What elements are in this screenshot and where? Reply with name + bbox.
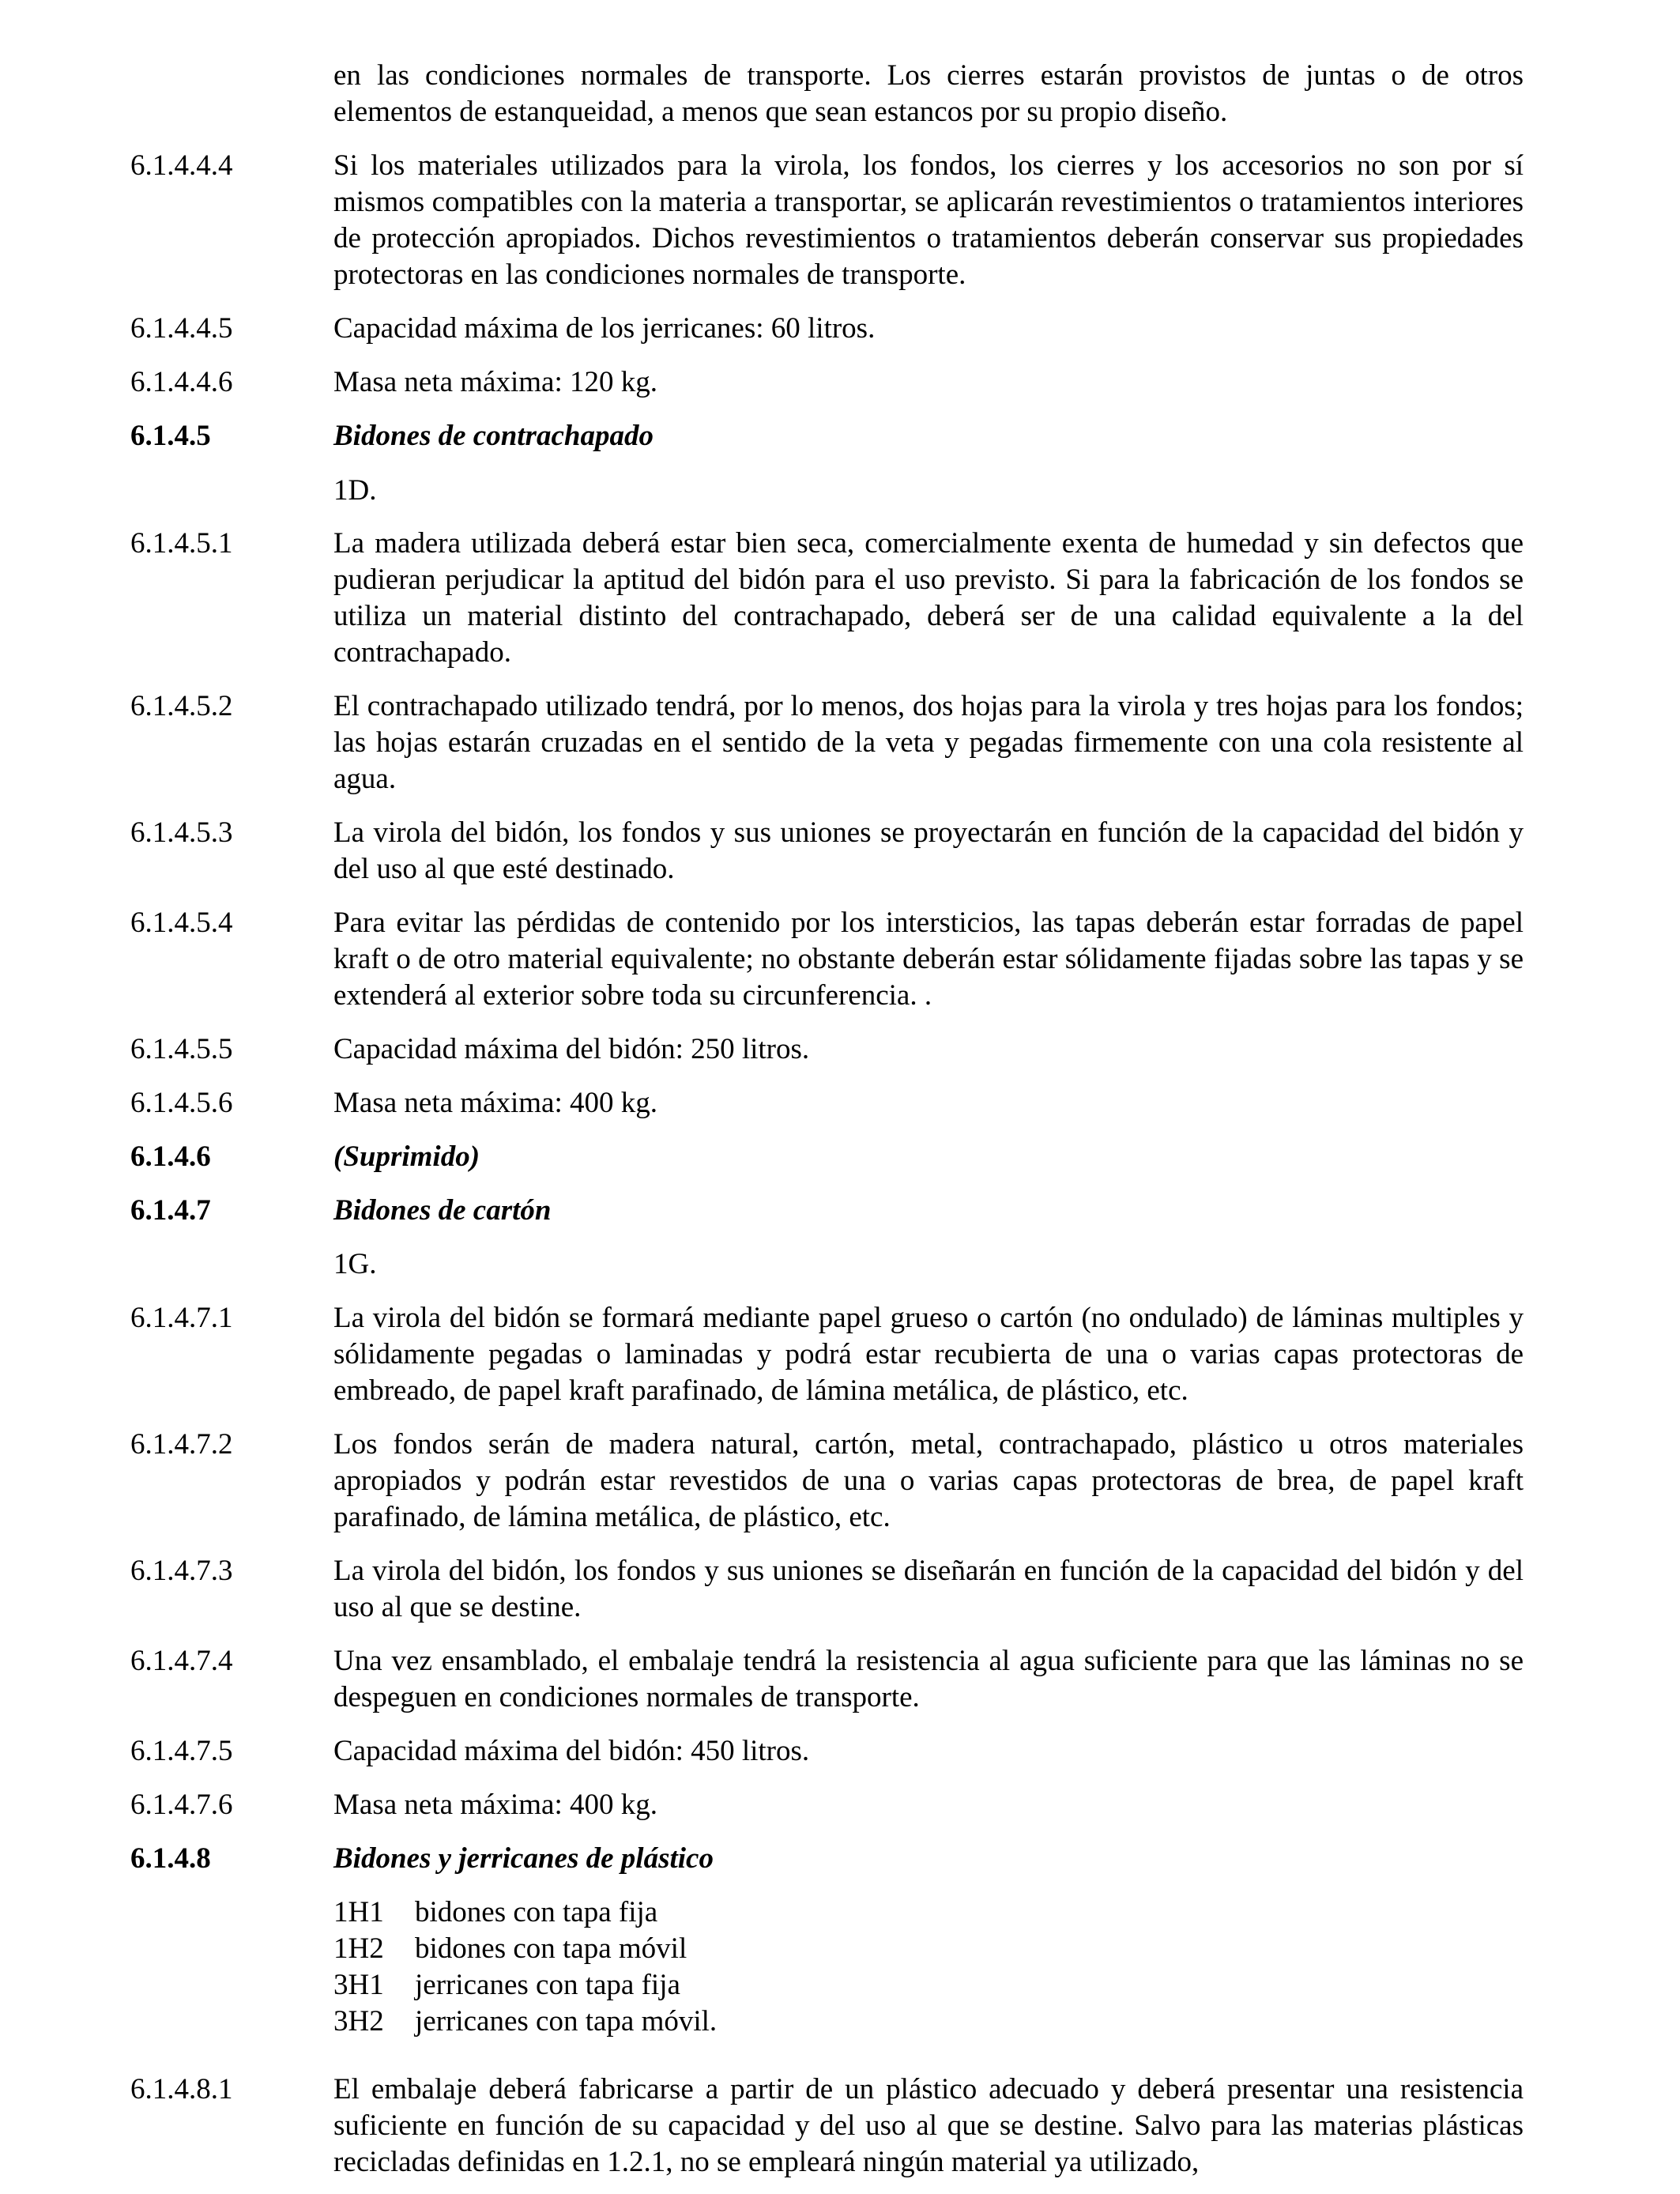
packaging-code: 1G. xyxy=(333,1248,377,1280)
section-number: 6.1.4.7.3 xyxy=(130,1555,233,1587)
paragraph-text: en las condiciones normales de transporte. Los cierres estarán provistos de juntas o de otros elementos de estanqueidad, a menos que sean estancos por su propio diseño. xyxy=(333,59,1524,128)
section-number: 6.1.4.5.3 xyxy=(130,816,233,849)
paragraph-text: El embalaje deberá fabricarse a partir de un plástico adecuado y deberá presentar una resistencia suficiente en función de su capacidad y del uso al que se destine. Salvo para las materias plásticas recicladas definidas en 1.2.1, no se empleará ningún material ya utilizado, xyxy=(333,2073,1524,2178)
section-number: 6.1.4.5.2 xyxy=(130,690,233,722)
section-number: 6.1.4.5.6 xyxy=(130,1087,233,1119)
list-item xyxy=(333,2004,717,2040)
section-number: 6.1.4.5.4 xyxy=(130,907,233,939)
code-description: jerricanes con tapa fija xyxy=(415,1969,680,2001)
paragraph-text: La madera utilizada deberá estar bien seca, comercialmente exenta de humedad y sin defectos que pudieran perjudicar la aptitud del bidón para el uso previsto. Si para la fabricación de los fondos se utiliza un material distinto del contrachapado, deberá ser de una calidad equivalente a la del contrachapado. xyxy=(333,527,1524,669)
paragraph-text: La virola del bidón se formará mediante papel grueso o cartón (no ondulado) de láminas multiples y sólidamente pegadas o laminadas y podrá estar recubierta de una o varias capas protectoras de embreado, de papel kraft parafinado, de lámina metálica, de plástico, etc. xyxy=(333,1302,1524,1407)
list-item xyxy=(333,1931,717,1967)
paragraph-text: Masa neta máxima: 120 kg. xyxy=(333,366,657,398)
list-item xyxy=(333,1894,717,1931)
paragraph-text: Una vez ensamblado, el embalaje tendrá la resistencia al agua suficiente para que las láminas no se despeguen en condiciones normales de transporte. xyxy=(333,1645,1524,1713)
paragraph-text: Capacidad máxima del bidón: 450 litros. xyxy=(333,1735,810,1767)
paragraph-text: La virola del bidón, los fondos y sus uniones se diseñarán en función de la capacidad del bidón y del uso al que se destine. xyxy=(333,1555,1524,1623)
section-number: 6.1.4.7.4 xyxy=(130,1645,233,1677)
section-number: 6.1.4.4.6 xyxy=(130,366,233,398)
section-number: 6.1.4.7.2 xyxy=(130,1428,233,1461)
section-title: Bidones y jerricanes de plástico xyxy=(333,1842,714,1875)
section-number: 6.1.4.7 xyxy=(130,1194,211,1227)
section-title: Bidones de contrachapado xyxy=(333,420,654,452)
paragraph-text: Capacidad máxima de los jerricanes: 60 litros. xyxy=(333,312,876,345)
section-number: 6.1.4.7.6 xyxy=(130,1789,233,1821)
paragraph-text: Para evitar las pérdidas de contenido por los intersticios, las tapas deberán estar forradas de papel kraft o de otro material equivalente; no obstante deberán estar sólidamente fijadas sobre las tapas y se extenderá al exterior sobre toda su circunferencia. . xyxy=(333,907,1524,1012)
packaging-code: 1D. xyxy=(333,474,377,507)
paragraph-text: La virola del bidón, los fondos y sus uniones se proyectarán en función de la capacidad del bidón y del uso al que esté destinado. xyxy=(333,816,1524,885)
list-item xyxy=(333,1967,717,2004)
code-description: jerricanes con tapa móvil. xyxy=(415,2005,718,2038)
paragraph-text: Los fondos serán de madera natural, cartón, metal, contrachapado, plástico u otros materiales apropiados y podrán estar revestidos de una o varias capas protectoras de brea, de papel kraft parafinado, de lámina metálica, de plástico, etc. xyxy=(333,1428,1524,1533)
paragraph-text: Masa neta máxima: 400 kg. xyxy=(333,1789,657,1821)
section-number: 6.1.4.8.1 xyxy=(130,2073,233,2105)
section-title: Bidones de cartón xyxy=(333,1194,552,1227)
paragraph-text: El contrachapado utilizado tendrá, por lo menos, dos hojas para la virola y tres hojas para los fondos; las hojas estarán cruzadas en el sentido de la veta y pegadas firmemente con una cola resistente al agua. xyxy=(333,690,1524,795)
packaging-code: 3H1 xyxy=(333,1969,384,2001)
paragraph-text: Masa neta máxima: 400 kg. xyxy=(333,1087,657,1119)
section-number: 6.1.4.5.5 xyxy=(130,1033,233,1065)
paragraph-text: Capacidad máxima del bidón: 250 litros. xyxy=(333,1033,810,1065)
packaging-code: 3H2 xyxy=(333,2005,384,2038)
section-number: 6.1.4.7.1 xyxy=(130,1302,233,1334)
code-description: bidones con tapa fija xyxy=(415,1896,658,1928)
paragraph-text: Si los materiales utilizados para la virola, los fondos, los cierres y los accesorios no son por sí mismos compatibles con la materia a transportar, se aplicarán revestimientos o tratamientos interiores de protección apropiados. Dichos revestimientos o tratamientos deberán conservar sus propiedades protectoras en las condiciones normales de transporte. xyxy=(333,149,1524,291)
section-number: 6.1.4.7.5 xyxy=(130,1735,233,1767)
section-number: 6.1.4.5.1 xyxy=(130,527,233,560)
packaging-code: 1H1 xyxy=(333,1896,384,1928)
section-number: 6.1.4.4.4 xyxy=(130,149,233,182)
packaging-code: 1H2 xyxy=(333,1932,384,1965)
section-number: 6.1.4.5 xyxy=(130,420,211,452)
section-title: (Suprimido) xyxy=(333,1140,480,1173)
section-number: 6.1.4.4.5 xyxy=(130,312,233,345)
section-number: 6.1.4.8 xyxy=(130,1842,211,1875)
code-description: bidones con tapa móvil xyxy=(415,1932,687,1965)
section-number: 6.1.4.6 xyxy=(130,1140,211,1173)
